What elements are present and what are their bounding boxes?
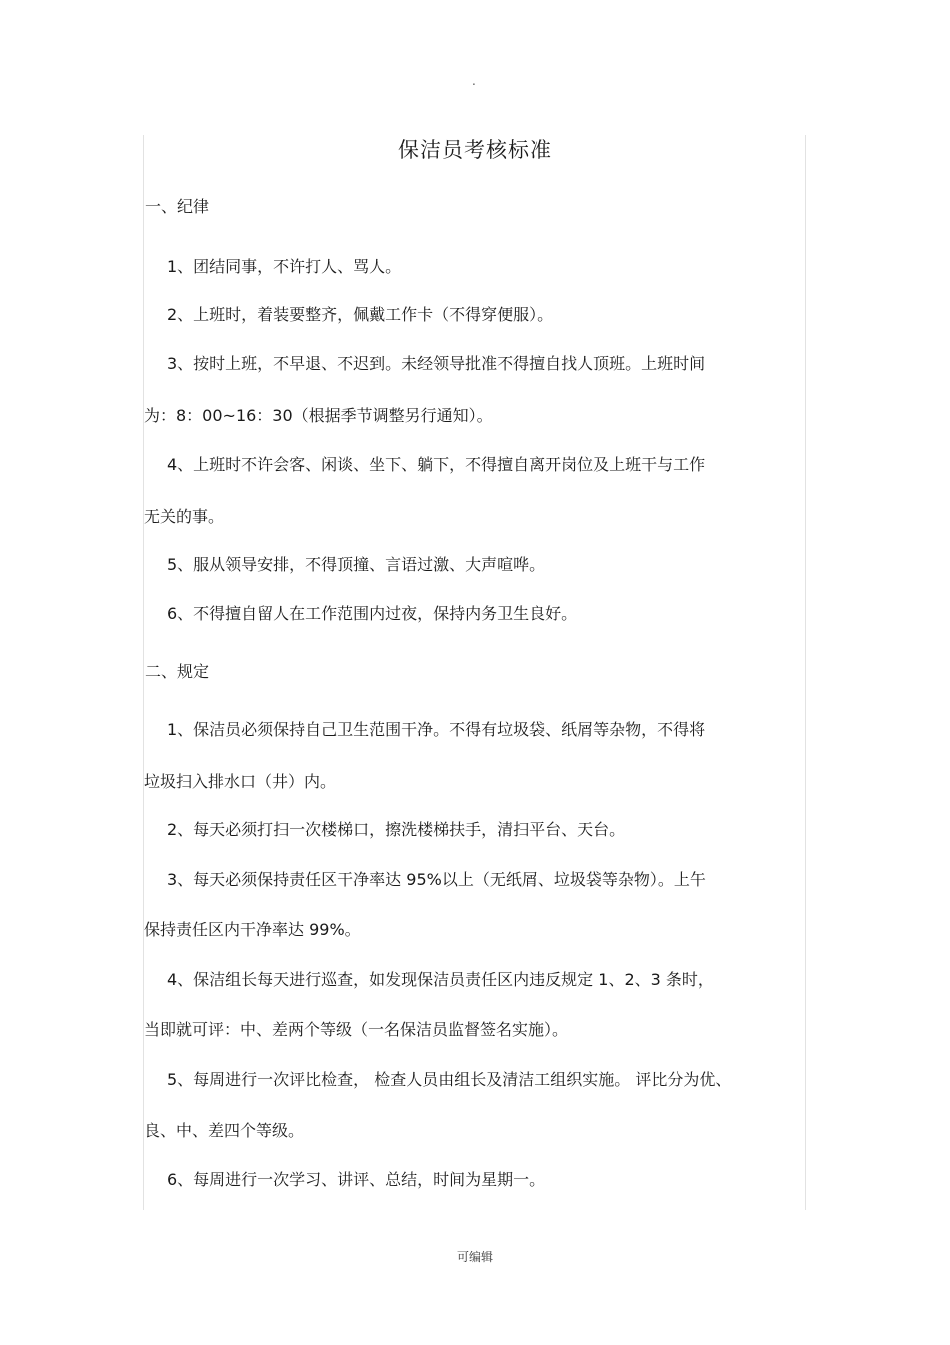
discipline-item-4: 4、上班时不许会客、闲谈、坐下、躺下，不得擅自离开岗位及上班干与工作 — [167, 455, 706, 474]
rules-item-5: 5、每周进行一次评比检查， 检查人员由组长及清洁工组织实施。 评比分为优、 — [167, 1070, 732, 1089]
page-frame — [143, 135, 806, 1210]
rules-item-3-cont: 保持责任区内干净率达 99%。 — [144, 920, 361, 939]
discipline-item-2: 2、上班时，着装要整齐，佩戴工作卡（不得穿便服）。 — [167, 305, 554, 324]
section-heading-rules: 二、规定 — [145, 662, 210, 681]
rules-item-1-cont: 垃圾扫入排水口（井）内。 — [144, 772, 337, 791]
rules-item-2: 2、每天必须打扫一次楼梯口，擦洗楼梯扶手，清扫平台、天台。 — [167, 820, 626, 839]
document-title: 保洁员考核标准 — [398, 138, 552, 162]
discipline-item-3: 3、按时上班，不早退、不迟到。未经领导批准不得擅自找人顶班。上班时间 — [167, 354, 706, 373]
rules-item-5-cont: 良、中、差四个等级。 — [144, 1121, 305, 1140]
discipline-item-1: 1、团结同事，不许打人、骂人。 — [167, 257, 402, 276]
rules-item-4-cont: 当即就可评：中、差两个等级（一名保洁员监督签名实施）。 — [144, 1020, 569, 1039]
footer-editable-label: 可编辑 — [456, 1250, 493, 1264]
section-heading-discipline: 一、纪律 — [145, 197, 210, 216]
frame-right-border — [805, 135, 806, 1210]
header-dot: . — [472, 74, 476, 88]
frame-left-border — [143, 135, 144, 1210]
rules-item-1: 1、保洁员必须保持自己卫生范围干净。不得有垃圾袋、纸屑等杂物，不得将 — [167, 720, 706, 739]
discipline-item-6: 6、不得擅自留人在工作范围内过夜，保持内务卫生良好。 — [167, 604, 578, 623]
discipline-item-5: 5、服从领导安排，不得顶撞、言语过激、大声喧哗。 — [167, 555, 546, 574]
discipline-item-4-cont: 无关的事。 — [144, 507, 225, 526]
discipline-item-3-cont: 为：8：00~16：30（根据季节调整另行通知）。 — [144, 406, 493, 425]
rules-item-4: 4、保洁组长每天进行巡查，如发现保洁员责任区内违反规定 1、2、3 条时， — [167, 970, 714, 989]
rules-item-6: 6、每周进行一次学习、讲评、总结，时间为星期一。 — [167, 1170, 546, 1189]
rules-item-3: 3、每天必须保持责任区干净率达 95%以上（无纸屑、垃圾袋等杂物）。上午 — [167, 870, 706, 889]
